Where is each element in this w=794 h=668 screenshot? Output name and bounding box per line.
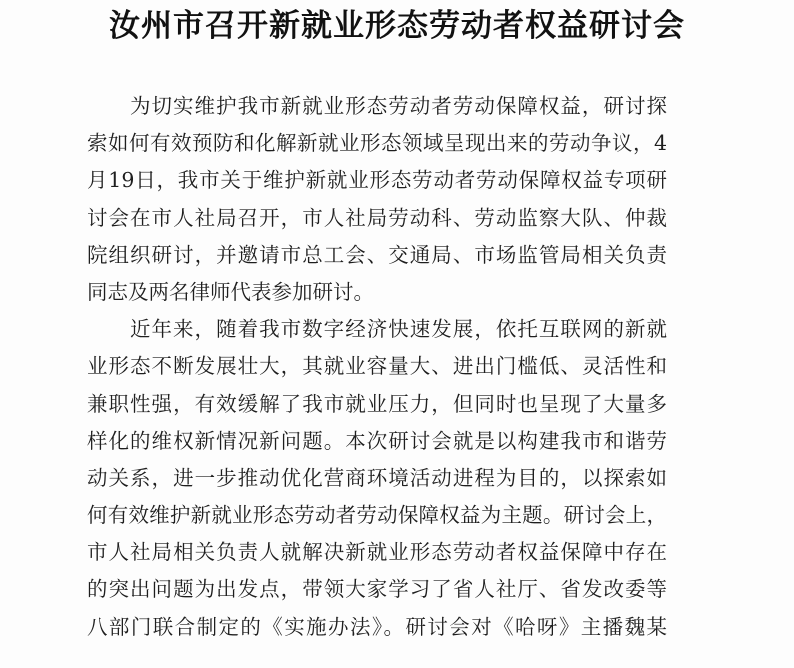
paragraph-2 [87, 311, 667, 646]
text-line: 业形态不断发展壮大，其就业容量大、进出门槛低、灵活性和 [87, 354, 667, 379]
text-line: 同志及两名律师代表参加研讨。 [87, 279, 374, 304]
text-line: 月19日，我市关于维护新就业形态劳动者劳动保障权益专项研 [87, 168, 667, 193]
text-line: 八部门联合制定的《实施办法》。研讨会对《哈呀》主播魏某 [87, 614, 667, 639]
text-line: 院组织研讨，并邀请市总工会、交通局、市场监管局相关负责 [87, 242, 667, 267]
text-line: 的突出问题为出发点，带领大家学习了省人社厅、省发改委等 [87, 577, 667, 602]
text-line: 市人社局相关负责人就解决新就业形态劳动者权益保障中存在 [87, 540, 667, 565]
text-line: 讨会在市人社局召开，市人社局劳动科、劳动监察大队、仲裁 [87, 205, 667, 230]
paragraph-1 [87, 88, 667, 311]
document-title: 汝州市召开新就业形态劳动者权益研讨会 [109, 8, 685, 44]
text-line: 何有效维护新就业形态劳动者劳动保障权益为主题。研讨会上， [87, 503, 667, 528]
text-line: 动关系，进一步推动优化营商环境活动进程为目的，以探索如 [87, 465, 667, 490]
document-body [87, 88, 667, 646]
text-line: 索如何有效预防和化解新就业形态领域呈现出来的劳动争议，4 [87, 131, 667, 156]
text-line: 为切实维护我市新就业形态劳动者劳动保障权益，研讨探 [130, 94, 667, 118]
text-line: 样化的维权新情况新问题。本次研讨会就是以构建我市和谐劳 [87, 428, 667, 453]
text-line: 兼职性强，有效缓解了我市就业压力，但同时也呈现了大量多 [87, 391, 667, 416]
text-line: 近年来，随着我市数字经济快速发展，依托互联网的新就 [130, 317, 667, 342]
